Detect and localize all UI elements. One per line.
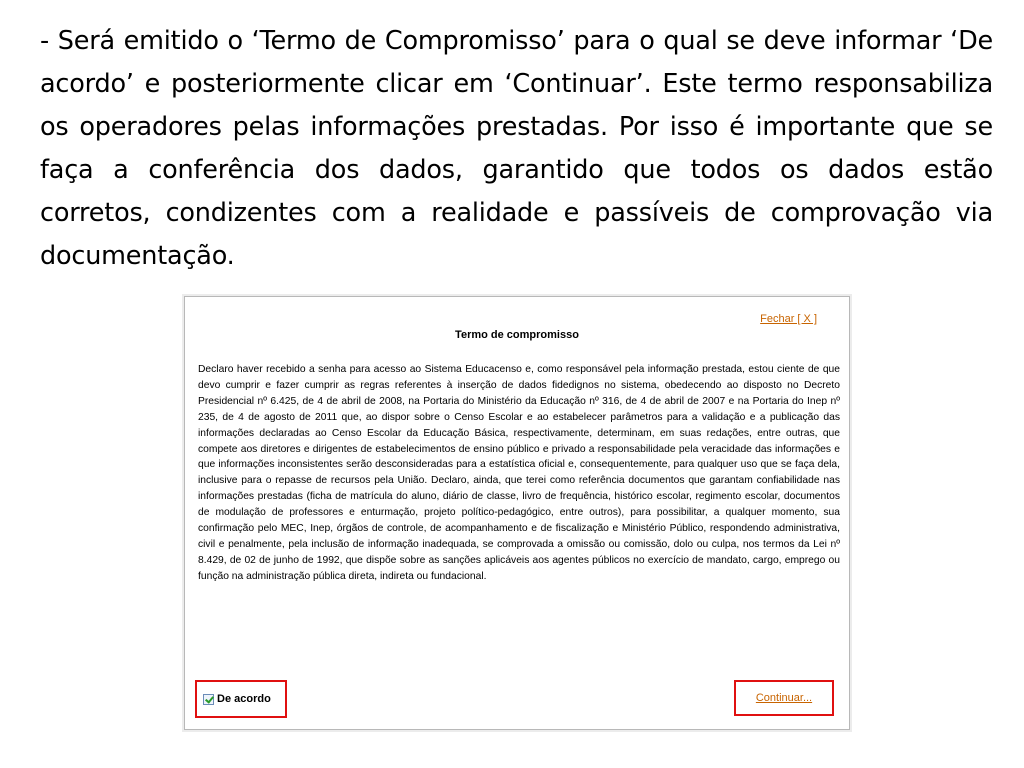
agree-highlight[interactable] <box>195 680 287 718</box>
dialog-title: Termo de compromisso <box>455 329 579 341</box>
slide-paragraph: - Será emitido o ‘Termo de Compromisso’ para o qual se deve informar ‘De acordo’ e posteriormente clicar em ‘Continuar’. Este termo responsabiliza os operadores pelas informações prestadas. Por isso é importante que se faça a conferência dos dados, garantido que todos os dados estão corretos, condizentes com a realidade e passíveis de comprovação via documentação. <box>40 26 993 271</box>
terms-text: Declaro haver recebido a senha para acesso ao Sistema Educacenso e, como responsável pela informação prestada, estou ciente de que devo cumprir e fazer cumprir as regras referentes à inserção de dados fidedignos no sistema, obedecendo ao disposto no Decreto Presidencial nº 6.425, de 4 de abril de 2008, na Portaria do Ministério da Educação nº 316, de 4 de abril de 2007 e na Portaria do Inep nº 235, de 4 de agosto de 2011 que, ao dispor sobre o Censo Escolar e ao estabelecer parâmetros para a validação e a publicação das informações declaradas ao Censo Escolar da Educação Básica, respectivamente, determinam, em suas redações, entre outras, que compete aos diretores e dirigentes de estabelecimentos de ensino público e privado a responsabilidade pela veracidade das informações e que informações inconsistentes serão desconsideradas para a estatística oficial e, consequentemente, para qualquer uso que se faça dela, inclusive para o repasse de recursos pela União. Declaro, ainda, que terei como referência documentos que garantam confiabilidade nas informações prestadas (ficha de matrícula do aluno, diário de classe, livro de frequência, histórico escolar, regimento escolar, documentos de modulação de professores e enturmação, projeto político-pedagógico, entre outros), para possibilitar, a qualquer momento, sua confirmação pelo MEC, Inep, órgãos de controle, de acompanhamento e de fiscalização e Ministério Público, respondendo administrativa, civil e penalmente, pela inclusão de informação inadequada, se comprovada a omissão ou comissão, dolo ou culpa, nos termos da Lei nº 8.429, de 02 de junho de 1992, que dispõe sobre as sanções aplicáveis aos agentes públicos no exercício de mandato, cargo, emprego ou função na administração pública direta, indireta ou fundacional. <box>198 364 840 582</box>
agree-label: De acordo <box>217 693 271 705</box>
close-link[interactable]: Fechar [ X ] <box>760 313 817 325</box>
term-dialog-screenshot <box>184 296 850 730</box>
agree-checkbox[interactable] <box>203 694 214 705</box>
continue-link[interactable]: Continuar... <box>755 692 813 704</box>
continue-highlight <box>734 680 834 716</box>
